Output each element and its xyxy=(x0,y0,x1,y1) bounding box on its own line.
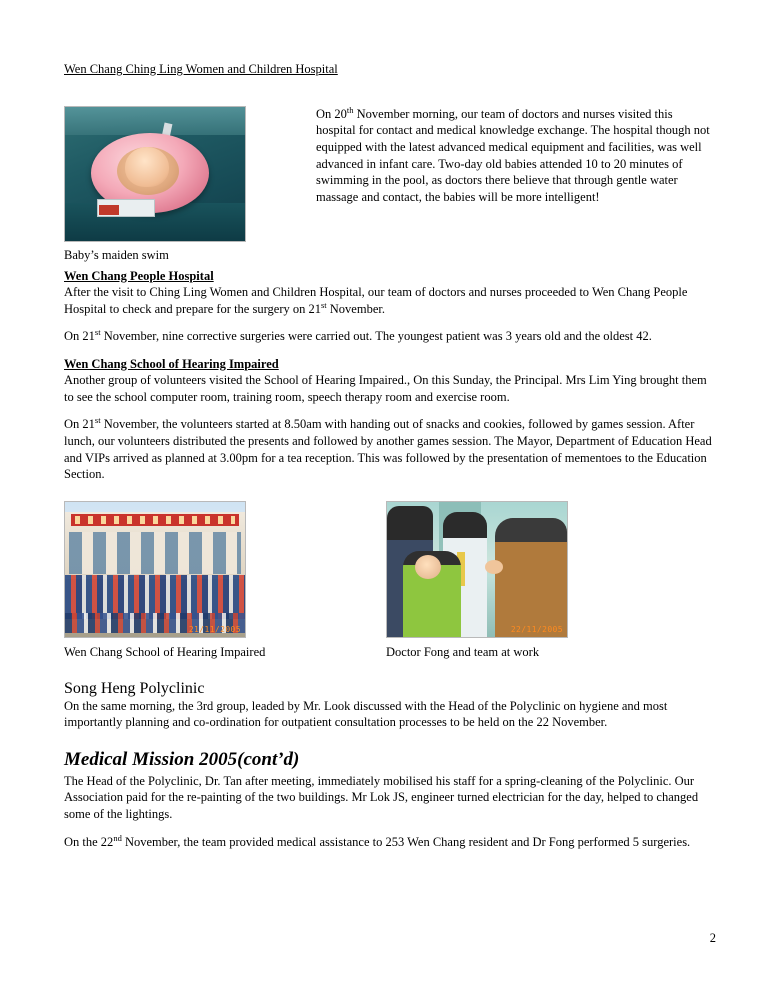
page-header-title: Wen Chang Ching Ling Women and Children Hospital xyxy=(64,62,338,76)
baby-photo-artwork xyxy=(65,107,245,241)
mission-p2-a: On the 22 xyxy=(64,834,114,849)
school-banner xyxy=(71,514,239,526)
doctor-photo-artwork xyxy=(387,502,567,637)
pool-label-accent xyxy=(99,205,119,215)
intro-paragraph-part1: On 20 xyxy=(316,106,347,121)
people-hospital-p1-sup: st xyxy=(320,299,327,310)
song-heng-paragraph: On the same morning, the 3rd group, leaded by Mr. Look discussed with the Head of the Polyclinic on hygiene and most importantly planning and co-ordination for outpatient consultation processes to be held on the 22 November. xyxy=(64,698,668,730)
section-heading-people-hospital: Wen Chang People Hospital xyxy=(64,268,214,283)
photo-date-stamp-2: 22/11/2005 xyxy=(510,624,563,634)
page-content xyxy=(64,62,714,850)
photo-baby-maiden-swim xyxy=(64,106,246,242)
photo-row xyxy=(64,501,714,663)
intro-ordinal-suffix: th xyxy=(346,104,354,115)
caption-doctor: Doctor Fong and team at work xyxy=(386,644,540,659)
intro-paragraph xyxy=(316,106,714,206)
hearing-impaired-p2-a: On 21 xyxy=(64,417,95,432)
people-hospital-paragraph-2 xyxy=(64,328,714,345)
caption-school: Wen Chang School of Hearing Impaired xyxy=(64,644,266,659)
caption-baby: Baby’s maiden swim xyxy=(64,247,169,262)
page-number: 2 xyxy=(709,931,716,945)
photo-school-group xyxy=(64,501,246,638)
school-photo-artwork xyxy=(65,502,245,637)
section-heading-hearing-impaired: Wen Chang School of Hearing Impaired xyxy=(64,356,279,371)
people-hospital-p1-a: After the visit to Ching Ling Women and Children Hospital, our team of doctors and nurses proceeded to Wen Chang People Hospital to check and prepare for the surgery on 21 xyxy=(64,284,688,316)
people-hospital-p2-sup: st xyxy=(94,326,101,337)
school-windows xyxy=(69,532,241,574)
medical-mission-title: Medical Mission 2005(cont’d) xyxy=(64,749,300,770)
mission-p2-b: November, the team provided medical assistance to 253 Wen Chang resident and Dr Fong performed 5 surgeries. xyxy=(121,834,691,849)
hearing-impaired-paragraph-2 xyxy=(64,416,714,483)
mission-paragraph-2 xyxy=(64,834,714,851)
hearing-impaired-p2-sup: st xyxy=(94,415,101,426)
doctor-hand xyxy=(485,560,503,574)
intro-paragraph-part2: November morning, our team of doctors and nurses visited this hospital for contact and medical knowledge exchange. The hospital though not equipped with the latest advanced medical equipment and facilities, was well advanced in infant care. Two-day old babies attended 10 to 20 minutes of swimming in the pool, as doctors there believe that through gentle water massage and contact, the babies will be more intelligent! xyxy=(316,106,710,204)
mission-p2-sup: nd xyxy=(113,832,122,843)
photo-date-stamp: 21/11/2005 xyxy=(188,624,241,634)
people-hospital-p2-a: On 21 xyxy=(64,329,95,344)
mission-paragraph-1: The Head of the Polyclinic, Dr. Tan after meeting, immediately mobilised his staff for a spring-cleaning of the Polyclinic. Our Association paid for the re-painting of the two buildings. Mr Lok JS, engineer turned electrician for the day, helped to changed some of the lightings. xyxy=(64,773,699,821)
hearing-impaired-p2-b: November, the volunteers started at 8.50am with handing out of snacks and cookies, followed by games session. After lunch, our volunteers distributed the presents and followed by another games session. The Mayor, Department of Education Head and VIPs arrived as planned at 3.00pm for a tea reception. This was followed by the presentation of mementoes to the Education Section. xyxy=(64,417,712,482)
people-hospital-p1-b: November. xyxy=(326,301,385,316)
people-hospital-paragraph-1 xyxy=(64,284,714,317)
pool-top-band xyxy=(65,107,245,135)
top-photo-paragraph-block xyxy=(64,104,714,262)
people-hospital-p2-b: November, nine corrective surgeries were carried out. The youngest patient was 3 years old and the oldest 42. xyxy=(100,329,652,344)
hearing-impaired-paragraph-1: Another group of volunteers visited the School of Hearing Impaired., On this Sunday, the Principal. Mrs Lim Ying brought them to see the school computer room, training room, speech therapy room and exercise room. xyxy=(64,373,707,404)
person-right-doctor xyxy=(495,518,567,637)
section-heading-song-heng: Song Heng Polyclinic xyxy=(64,679,205,697)
child-face xyxy=(415,555,441,579)
photo-doctor-fong-team xyxy=(386,501,568,638)
baby-head xyxy=(125,147,169,187)
